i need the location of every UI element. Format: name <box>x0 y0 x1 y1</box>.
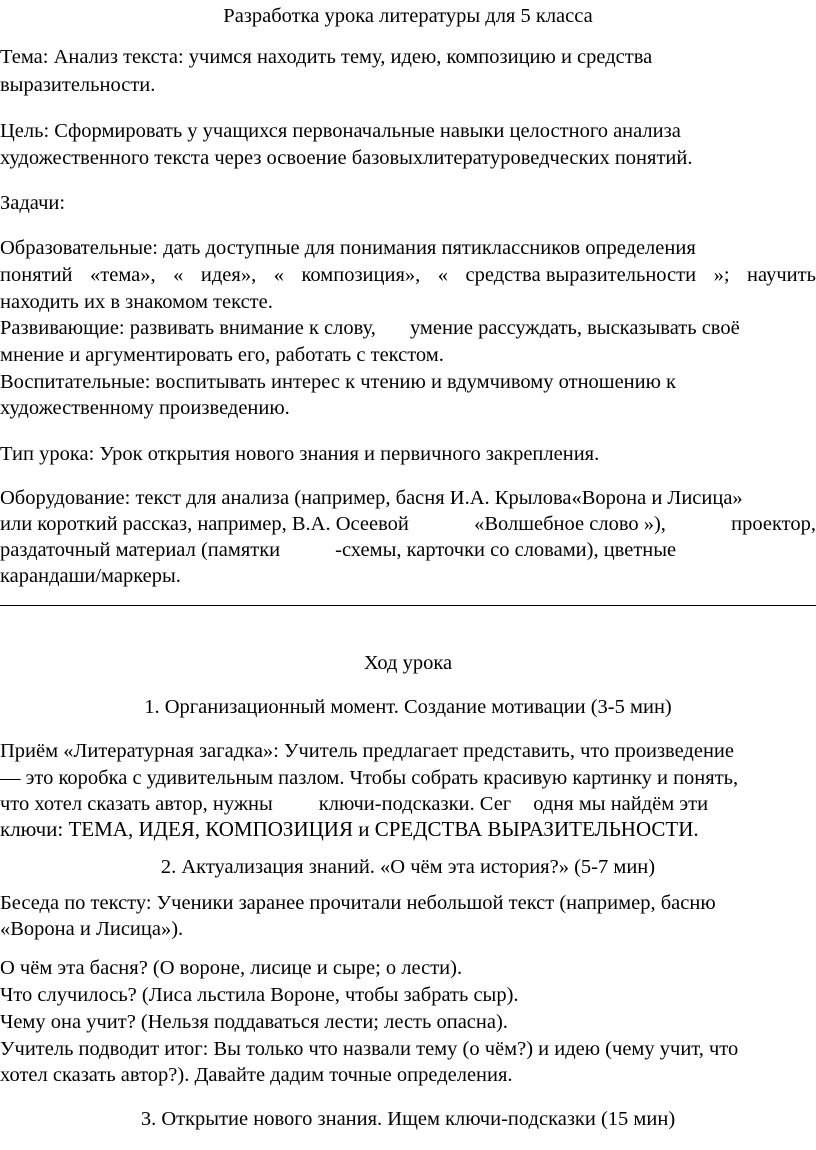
stage-3-title: 3. Открытие нового знания. Ищем ключи-подсказки (15 мин) <box>140 1108 676 1130</box>
edu-word: « <box>173 264 184 286</box>
lesson-heading: Ход урока <box>363 652 453 674</box>
stage-1-part-e: и <box>358 817 370 841</box>
goal-line-2: художественного текста через освоение базовыхлитературоведческих понятий. <box>0 147 693 169</box>
stage-1-line-3 <box>0 791 816 817</box>
edu-word: средства выразительности <box>465 264 697 286</box>
document-title: Разработка урока литературы для 5 класса <box>223 5 593 27</box>
topic-line-1: Тема: Анализ текста: учимся находить тему, идею, композицию и средства <box>0 46 653 68</box>
stage-1-line-4 <box>0 816 816 842</box>
equipment-line-4: карандаши/маркеры. <box>0 565 181 587</box>
stage-1-title: 1. Организационный момент. Создание мотивации (3-5 мин) <box>144 696 672 718</box>
upbringing-line-2: художественному произведению. <box>0 397 290 419</box>
equipment-part-a: или короткий рассказ, например, В.А. Осеевой <box>0 513 409 535</box>
equipment-line-1: Оборудование: текст для анализа (например, басня И.А. Крылова«Ворона и Лисица» <box>0 487 743 509</box>
stage-1-part-a: что хотел сказать автор, нужны <box>0 793 273 815</box>
question-3: Чему она учит? (Нельзя поддаваться лести; лесть опасна). <box>0 1011 508 1033</box>
question-2: Что случилось? (Лиса льстила Вороне, чтобы забрать сыр). <box>0 984 519 1006</box>
edu-word: понятий <box>0 264 73 286</box>
tasks-label: Задачи: <box>0 192 66 214</box>
topic-line-2: выразительности. <box>0 74 156 96</box>
stage-2-line-2: «Ворона и Лисица»). <box>0 918 184 940</box>
stage-1-line-1: Приём «Литературная загадка»: Учитель предлагает представить, что произведение <box>0 740 735 762</box>
developmental-part-a: Развивающие: развивать внимание к слову, <box>0 317 376 339</box>
stage-1-line-2: — это коробка с удивительным пазлом. Чтобы собрать красивую картинку и понять, <box>0 767 739 789</box>
question-1: О чём эта басня? (О вороне, лисице и сыре; о лести). <box>0 957 463 979</box>
equipment-line-3 <box>0 537 816 563</box>
goal-line-1: Цель: Сформировать у учащихся первоначальные навыки целостного анализа <box>0 120 681 142</box>
edu-word: идея», <box>200 264 257 286</box>
equipment-part-e: -схемы, карточки со словами), цветные <box>335 539 677 561</box>
stage-1-part-d: ключи: ТЕМА, ИДЕЯ, КОМПОЗИЦИЯ <box>0 817 353 841</box>
stage-1-part-f: СРЕДСТВА ВЫРАЗИТЕЛЬНОСТИ. <box>374 817 699 841</box>
edu-word: « <box>437 264 449 286</box>
edu-word: « <box>273 264 284 286</box>
equipment-part-c: проектор, <box>731 513 816 535</box>
developmental-line-2: мнение и аргументировать его, работать с текстом. <box>0 344 444 366</box>
stage-2-title: 2. Актуализация знаний. «О чём эта история?» (5-7 мин) <box>160 856 656 878</box>
upbringing-line-1: Воспитательные: воспитывать интерес к чтению и вдумчивому отношению к <box>0 371 677 393</box>
developmental-line-1 <box>0 315 816 341</box>
edu-word: »; <box>713 264 730 286</box>
stage-2-line-1: Беседа по тексту: Ученики заранее прочитали небольшой текст (например, басню <box>0 892 716 914</box>
educational-line-3: находить их в знакомом тексте. <box>0 291 273 313</box>
stage-1-part-b: ключи-подсказки. Сег <box>318 793 512 815</box>
lesson-type: Тип урока: Урок открытия нового знания и первичного закрепления. <box>0 443 600 465</box>
educational-line-1: Образовательные: дать доступные для понимания пятиклассников определения <box>0 237 696 259</box>
developmental-part-b: умение рассуждать, высказывать своё <box>409 317 740 339</box>
edu-word: «тема», <box>90 264 156 286</box>
educational-line-2 <box>0 262 816 288</box>
stage-1-part-c: одня мы найдём эти <box>533 793 709 815</box>
section-divider <box>0 605 816 606</box>
equipment-line-2 <box>0 511 816 537</box>
edu-word: композиция», <box>301 264 421 286</box>
equipment-part-d: раздаточный материал (памятки <box>0 539 281 561</box>
edu-word: научить <box>747 264 816 286</box>
stage-2-line-4: хотел сказать автор?). Давайте дадим точные определения. <box>0 1064 513 1086</box>
equipment-part-b: «Волшебное слово »), <box>474 513 666 535</box>
stage-2-line-3: Учитель подводит итог: Вы только что назвали тему (о чём?) и идею (чему учит, что <box>0 1038 739 1060</box>
